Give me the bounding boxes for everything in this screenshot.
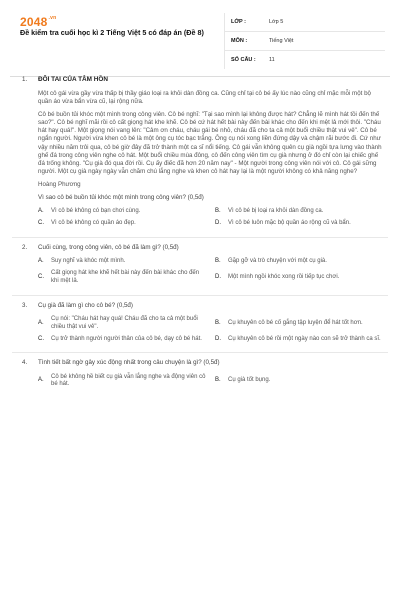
option-text: Vì cô bé không có bạn chơi cùng. [51, 208, 141, 215]
option-letter: D. [215, 220, 221, 227]
option-a[interactable] [38, 208, 207, 216]
logo-suffix: .vn [48, 15, 57, 21]
option-a[interactable] [38, 316, 207, 332]
question-3 [0, 302, 400, 344]
site-logo[interactable] [20, 15, 56, 29]
option-letter: B. [215, 319, 221, 326]
question-text: Tình tiết bất ngờ gây xúc động nhất trong câu chuyện là gì? (0,5đ) [38, 359, 220, 367]
question-text: Cuối cùng, trong công viên, cô bé đã làm gì? (0,5đ) [38, 243, 179, 251]
meta-row-grade [225, 13, 385, 32]
option-letter: A. [38, 258, 44, 265]
option-letter: A. [38, 319, 44, 326]
option-d[interactable] [215, 336, 384, 344]
question-divider [12, 237, 388, 238]
questions [0, 76, 400, 389]
option-c[interactable] [38, 220, 207, 228]
question-divider [12, 352, 388, 353]
option-text: Vì cô bé không có quần áo đẹp. [51, 220, 136, 227]
option-letter: C. [38, 220, 44, 227]
option-letter: D. [215, 273, 221, 280]
meta-table [224, 13, 385, 69]
option-text: Cụ khuyên cô bé rồi một ngày nào con sẽ trở thành ca sĩ. [228, 335, 381, 342]
page-header [0, 0, 400, 70]
meta-value: 11 [269, 57, 275, 63]
question-divider [12, 295, 388, 296]
option-letter: A. [38, 208, 44, 215]
option-letter: D. [215, 335, 221, 342]
option-d[interactable] [215, 270, 384, 286]
option-b[interactable] [215, 374, 384, 390]
question-number: 2. [22, 243, 28, 251]
question-text: Cụ già đã làm gì cho cô bé? (0,5đ) [38, 301, 133, 309]
meta-label: SỐ CÂU : [231, 57, 256, 63]
question-number: 1. [22, 76, 28, 83]
option-letter: B. [215, 377, 221, 384]
passage-author: Hoàng Phương [38, 180, 81, 188]
question-1 [0, 76, 400, 228]
option-text: Vì cô bé bị loại ra khỏi dàn đồng ca. [228, 208, 324, 215]
page-title: Đề kiểm tra cuối học kì 2 Tiếng Việt 5 có đáp án (Đề 8) [20, 28, 204, 37]
meta-value: Tiếng Việt [269, 38, 294, 44]
option-letter: C. [38, 273, 44, 280]
question-text: Vì sao cô bé buồn tủi khóc một mình trong công viên? (0,5đ) [38, 194, 204, 202]
question-number: 3. [22, 301, 28, 309]
option-d[interactable] [215, 220, 384, 228]
option-letter: B. [215, 208, 221, 215]
option-letter: B. [215, 258, 221, 265]
option-c[interactable] [38, 270, 207, 286]
answer-options [38, 208, 384, 228]
option-text: Vì cô bé luôn mặc bộ quần áo rộng cũ và bẩn. [228, 220, 351, 227]
option-b[interactable] [215, 208, 384, 216]
passage-title: ĐÔI TAI CỦA TÂM HỒN [38, 76, 108, 83]
answer-options [38, 316, 384, 343]
passage-paragraph: Một cô gái vừa gầy vừa thấp bị thầy giáo loại ra khỏi dàn đồng ca. Cũng chỉ tại cô bé ấy lúc nào cũng chỉ mặc mỗi một bộ quần áo vừa bẩn vừa cũ, lại rộng nữa. [38, 90, 371, 106]
option-text: Cụ nói: "Cháu hát hay quá! Cháu đã cho ta cả một buổi chiều thật vui vẻ". [51, 315, 198, 330]
option-letter: A. [38, 377, 44, 384]
meta-row-subject [225, 32, 385, 51]
option-text: Một mình ngồi khóc xong rồi tiếp tục chơi. [228, 273, 340, 280]
meta-value: Lớp 5 [269, 19, 284, 25]
meta-label: LỚP : [231, 19, 246, 25]
option-text: Cô bé không hề biết cụ già vẫn lắng nghe và động viên cô bé hát. [51, 373, 206, 388]
option-text: Gặp gỡ và trò chuyện với một cụ già. [228, 258, 327, 265]
option-text: Cụ khuyên cô bé cố gắng tập luyện để hát tốt hơn. [228, 319, 363, 326]
option-a[interactable] [38, 374, 207, 390]
option-a[interactable] [38, 258, 207, 266]
option-text: Cụ trở thành người người thân của cô bé, dạy cô bé hát. [51, 335, 202, 342]
option-b[interactable] [215, 258, 384, 266]
answer-options [38, 258, 384, 285]
logo-text: 2048 [20, 15, 48, 29]
answer-options [38, 374, 384, 390]
question-number: 4. [22, 359, 28, 367]
question-2 [0, 244, 400, 286]
option-b[interactable] [215, 316, 384, 332]
option-text: Cất giọng hát khe khẽ hết bài này đến bài khác cho đến khi mệt lả. [51, 270, 200, 284]
option-text: Suy nghĩ và khóc một mình. [51, 258, 126, 265]
meta-row-count [225, 51, 385, 69]
option-text: Cụ già tốt bụng. [228, 377, 271, 384]
meta-label: MÔN : [231, 38, 248, 44]
question-4 [0, 359, 400, 389]
option-letter: C. [38, 335, 44, 342]
passage-paragraph: Cô bé buồn tủi khóc một mình trong công viên. Cô bé nghĩ: "Tại sao mình lại không được hát? Chẳng lẽ mình hát tồi đến thế sao?". Cô bé nghĩ mãi rồi cô cất giọng hát khe khẽ. Cô bé cứ hát hết bài này đến bài khác cho đến khi mệt lả mới thôi. "Cháu hát hay quá!". Một giọng nói vang lên: "Cảm ơn cháu, cháu gái bé nhỏ, cháu đã cho ta cả một buổi chiều thật vui vẻ". Cô bé ngẩn người. Người vừa khen cô bé là một ông cụ tóc bạc trắng. Ông cụ nói xong liền đứng dậy và chậm rãi bước đi. Cứ như vậy nhiều năm trôi qua, cô bé giờ đây đã trở thành một ca sĩ nổi tiếng. Cô gái vẫn không quên cụ già ngồi tựa lưng vào thành ghế đá trong công viên nghe cô hát. Một buổi chiều mùa đông, cô đến công viên tìm cụ già nhưng ở đó chỉ còn lại chiếc ghế đá trống không. "Cụ già đó qua đời rồi. Cụ ấy điếc đã hơn 20 năm nay" - Một người trong công viên nói với cô. Cô gái sững người. Một cụ già ngày ngày vẫn chăm chú lắng nghe và khen cô hát hay lại là một người không có khả năng nghe? [38, 111, 382, 175]
option-c[interactable] [38, 336, 207, 344]
